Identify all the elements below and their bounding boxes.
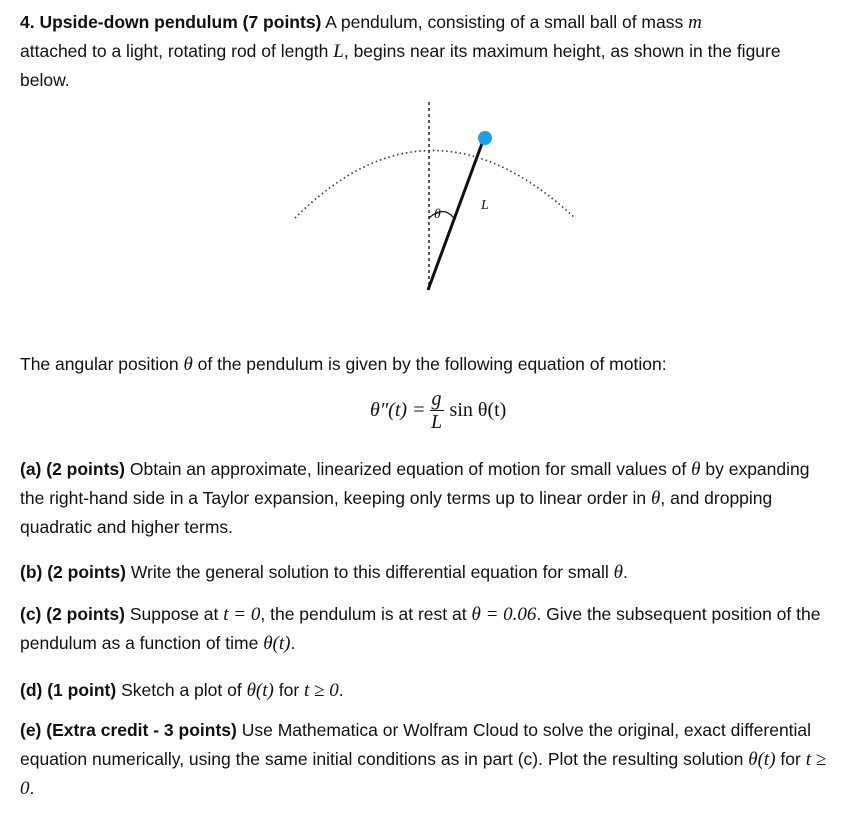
part-a-label: (a) (2 points) (20, 459, 125, 479)
part-c (20, 600, 835, 658)
fraction (430, 388, 444, 433)
math-theta-t: θ(t) (246, 680, 274, 701)
problem-heading: 4. Upside-down pendulum (7 points) (20, 12, 322, 32)
equation-intro (20, 350, 835, 379)
problem-intro (20, 8, 835, 95)
part-e-label: (e) (Extra credit - 3 points) (20, 720, 237, 740)
part-d-text: Sketch a plot of (116, 680, 247, 700)
part-d-text-3: . (338, 680, 344, 700)
pendulum-ball (478, 131, 492, 145)
pendulum-figure (280, 100, 580, 300)
part-e-text-3: . (29, 778, 35, 798)
part-a-text-2: by expanding the right-hand side in a Taylor expansion, keeping only terms up to linear order in (20, 459, 810, 508)
part-c-text-2: , the pendulum is at rest at (260, 604, 472, 624)
intro-text-2: attached to a light, rotating rod of length (20, 41, 334, 61)
eq-intro-text-2: of the pendulum is given by the following equation of motion: (192, 354, 667, 374)
var-m: m (688, 12, 702, 33)
part-b-label: (b) (2 points) (20, 562, 126, 582)
theta-symbol: θ (691, 459, 701, 480)
part-e-text: Use Mathematica or Wolfram Cloud to solve the original, exact differential equation numerically, using the same initial conditions as in part (c). Plot the resulting solution (20, 720, 812, 769)
math-theta-t: θ(t) (263, 633, 291, 654)
part-c-label: (c) (2 points) (20, 604, 125, 624)
part-b-text: Write the general solution to this differential equation for small (125, 562, 614, 582)
part-c-text: Suppose at (125, 604, 224, 624)
part-c-text-4: . (290, 633, 296, 653)
part-d-label: (d) (1 point) (20, 680, 117, 700)
fraction-numerator: g (431, 388, 442, 410)
part-e (20, 716, 835, 803)
equation-rhs: sin θ(t) (449, 399, 507, 421)
fraction-denominator: L (430, 411, 443, 433)
math-theta-t: θ(t) (748, 749, 776, 770)
part-d (20, 676, 835, 705)
equation-of-motion (370, 388, 506, 433)
part-b (20, 558, 835, 587)
var-L: L (333, 41, 344, 62)
math-t-eq: t = 0 (223, 604, 261, 625)
eq-intro-text: The angular position (20, 354, 184, 374)
math-t-ge: t ≥ 0 (20, 749, 827, 799)
intro-text: A pendulum, consisting of a small ball of mass (321, 12, 689, 32)
part-b-text-2: . (622, 562, 628, 582)
part-d-text-2: for (273, 680, 305, 700)
math-theta-eq: θ = 0.06 (471, 604, 537, 625)
part-a-text: Obtain an approximate, linearized equation of motion for small values of (125, 459, 692, 479)
equation-lhs: θ″(t) = (370, 399, 426, 421)
length-label: L (481, 198, 489, 213)
part-a (20, 455, 835, 542)
angle-arc (429, 212, 454, 219)
intro-text-3: , begins near its maximum height, as shown in the figure below. (20, 41, 781, 90)
math-t-ge: t ≥ 0 (304, 680, 339, 701)
part-c-text-3: . Give the subsequent position of the pendulum as a function of time (20, 604, 821, 653)
theta-symbol: θ (613, 562, 623, 583)
part-e-text-2: for (775, 749, 806, 769)
part-a-text-3: , and dropping quadratic and higher terms. (20, 488, 773, 537)
theta-label: θ (434, 207, 441, 222)
theta-symbol: θ (651, 488, 661, 509)
theta-symbol: θ (183, 354, 193, 375)
